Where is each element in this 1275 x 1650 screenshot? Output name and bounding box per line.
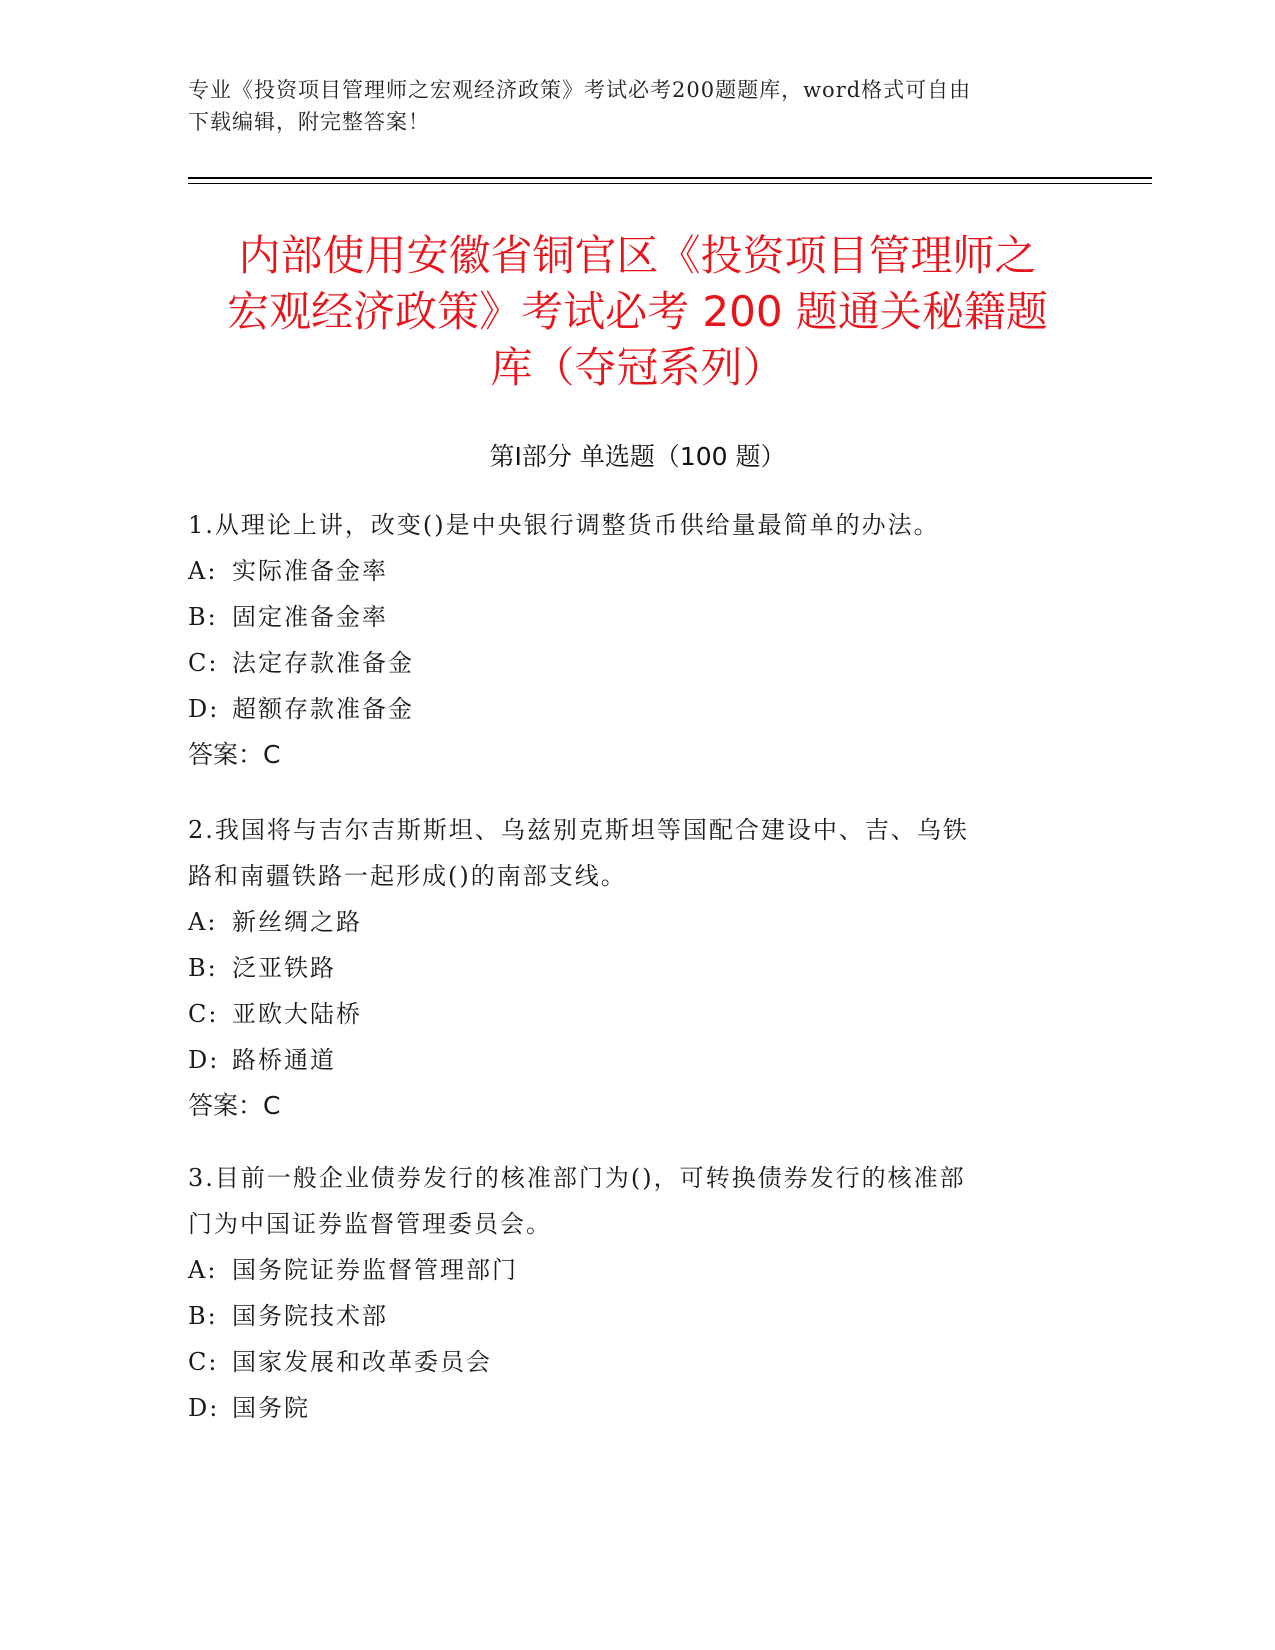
option-a xyxy=(188,899,1088,945)
question-stem xyxy=(188,502,1088,548)
option-text: 路桥通道 xyxy=(232,1046,336,1074)
option-d xyxy=(188,1385,1088,1431)
question-stem-line: 路和南疆铁路一起形成()的南部支线。 xyxy=(188,862,627,890)
answer-line: 答案：C xyxy=(188,740,281,769)
option-text: 超额存款准备金 xyxy=(232,695,414,723)
option-text: 国家发展和改革委员会 xyxy=(232,1348,492,1376)
question-3 xyxy=(188,1155,1088,1431)
question-2 xyxy=(188,807,1088,1129)
question-stem-line: 门为中国证券监督管理委员会。 xyxy=(188,1210,552,1238)
option-letter: D: xyxy=(188,695,220,723)
question-stem xyxy=(188,1155,1088,1247)
option-c xyxy=(188,1339,1088,1385)
option-letter: D: xyxy=(188,1394,220,1422)
option-d xyxy=(188,686,1088,732)
option-letter: C: xyxy=(188,1348,219,1376)
question-stem xyxy=(188,807,1088,899)
option-letter: C: xyxy=(188,1000,219,1028)
option-text: 泛亚铁路 xyxy=(232,954,336,982)
title-line: 宏观经济政策》考试必考 200 题通关秘籍题 xyxy=(227,287,1048,336)
title-line: 内部使用安徽省铜官区《投资项目管理师之 xyxy=(238,231,1037,280)
option-d xyxy=(188,1037,1088,1083)
option-text: 法定存款准备金 xyxy=(232,649,414,677)
option-b xyxy=(188,945,1088,991)
header-divider-thin xyxy=(188,183,1152,184)
option-letter: A: xyxy=(188,1256,218,1284)
option-c xyxy=(188,991,1088,1037)
option-letter: B: xyxy=(188,954,218,982)
option-text: 固定准备金率 xyxy=(232,603,388,631)
option-text: 新丝绸之路 xyxy=(232,908,362,936)
option-b xyxy=(188,1293,1088,1339)
document-title xyxy=(150,228,1125,396)
option-a xyxy=(188,1247,1088,1293)
section-heading: 第Ⅰ部分 单选题（100 题） xyxy=(489,442,786,471)
option-c xyxy=(188,640,1088,686)
option-text: 亚欧大陆桥 xyxy=(232,1000,362,1028)
option-b xyxy=(188,594,1088,640)
option-text: 国务院 xyxy=(232,1394,310,1422)
question-stem-line: 1.从理论上讲，改变()是中央银行调整货币供给量最简单的办法。 xyxy=(188,511,940,539)
question-1 xyxy=(188,502,1088,778)
option-letter: A: xyxy=(188,908,218,936)
option-letter: C: xyxy=(188,649,219,677)
header-note-line: 下载编辑，附完整答案！ xyxy=(188,110,430,134)
answer-line: 答案：C xyxy=(188,1091,281,1120)
option-text: 国务院证券监督管理部门 xyxy=(232,1256,518,1284)
option-letter: B: xyxy=(188,1302,218,1330)
header-note-line: 专业《投资项目管理师之宏观经济政策》考试必考200题题库，word格式可自由 xyxy=(188,78,972,102)
option-letter: D: xyxy=(188,1046,220,1074)
option-letter: A: xyxy=(188,557,218,585)
option-a xyxy=(188,548,1088,594)
question-stem-line: 3.目前一般企业债券发行的核准部门为()，可转换债券发行的核准部 xyxy=(188,1164,966,1192)
option-text: 国务院技术部 xyxy=(232,1302,388,1330)
header-note xyxy=(188,74,1088,138)
question-stem-line: 2.我国将与吉尔吉斯斯坦、乌兹别克斯坦等国配合建设中、吉、乌铁 xyxy=(188,816,969,844)
header-divider-thick xyxy=(188,177,1152,179)
title-line: 库（夺冠系列） xyxy=(490,343,785,392)
option-letter: B: xyxy=(188,603,218,631)
option-text: 实际准备金率 xyxy=(232,557,388,585)
